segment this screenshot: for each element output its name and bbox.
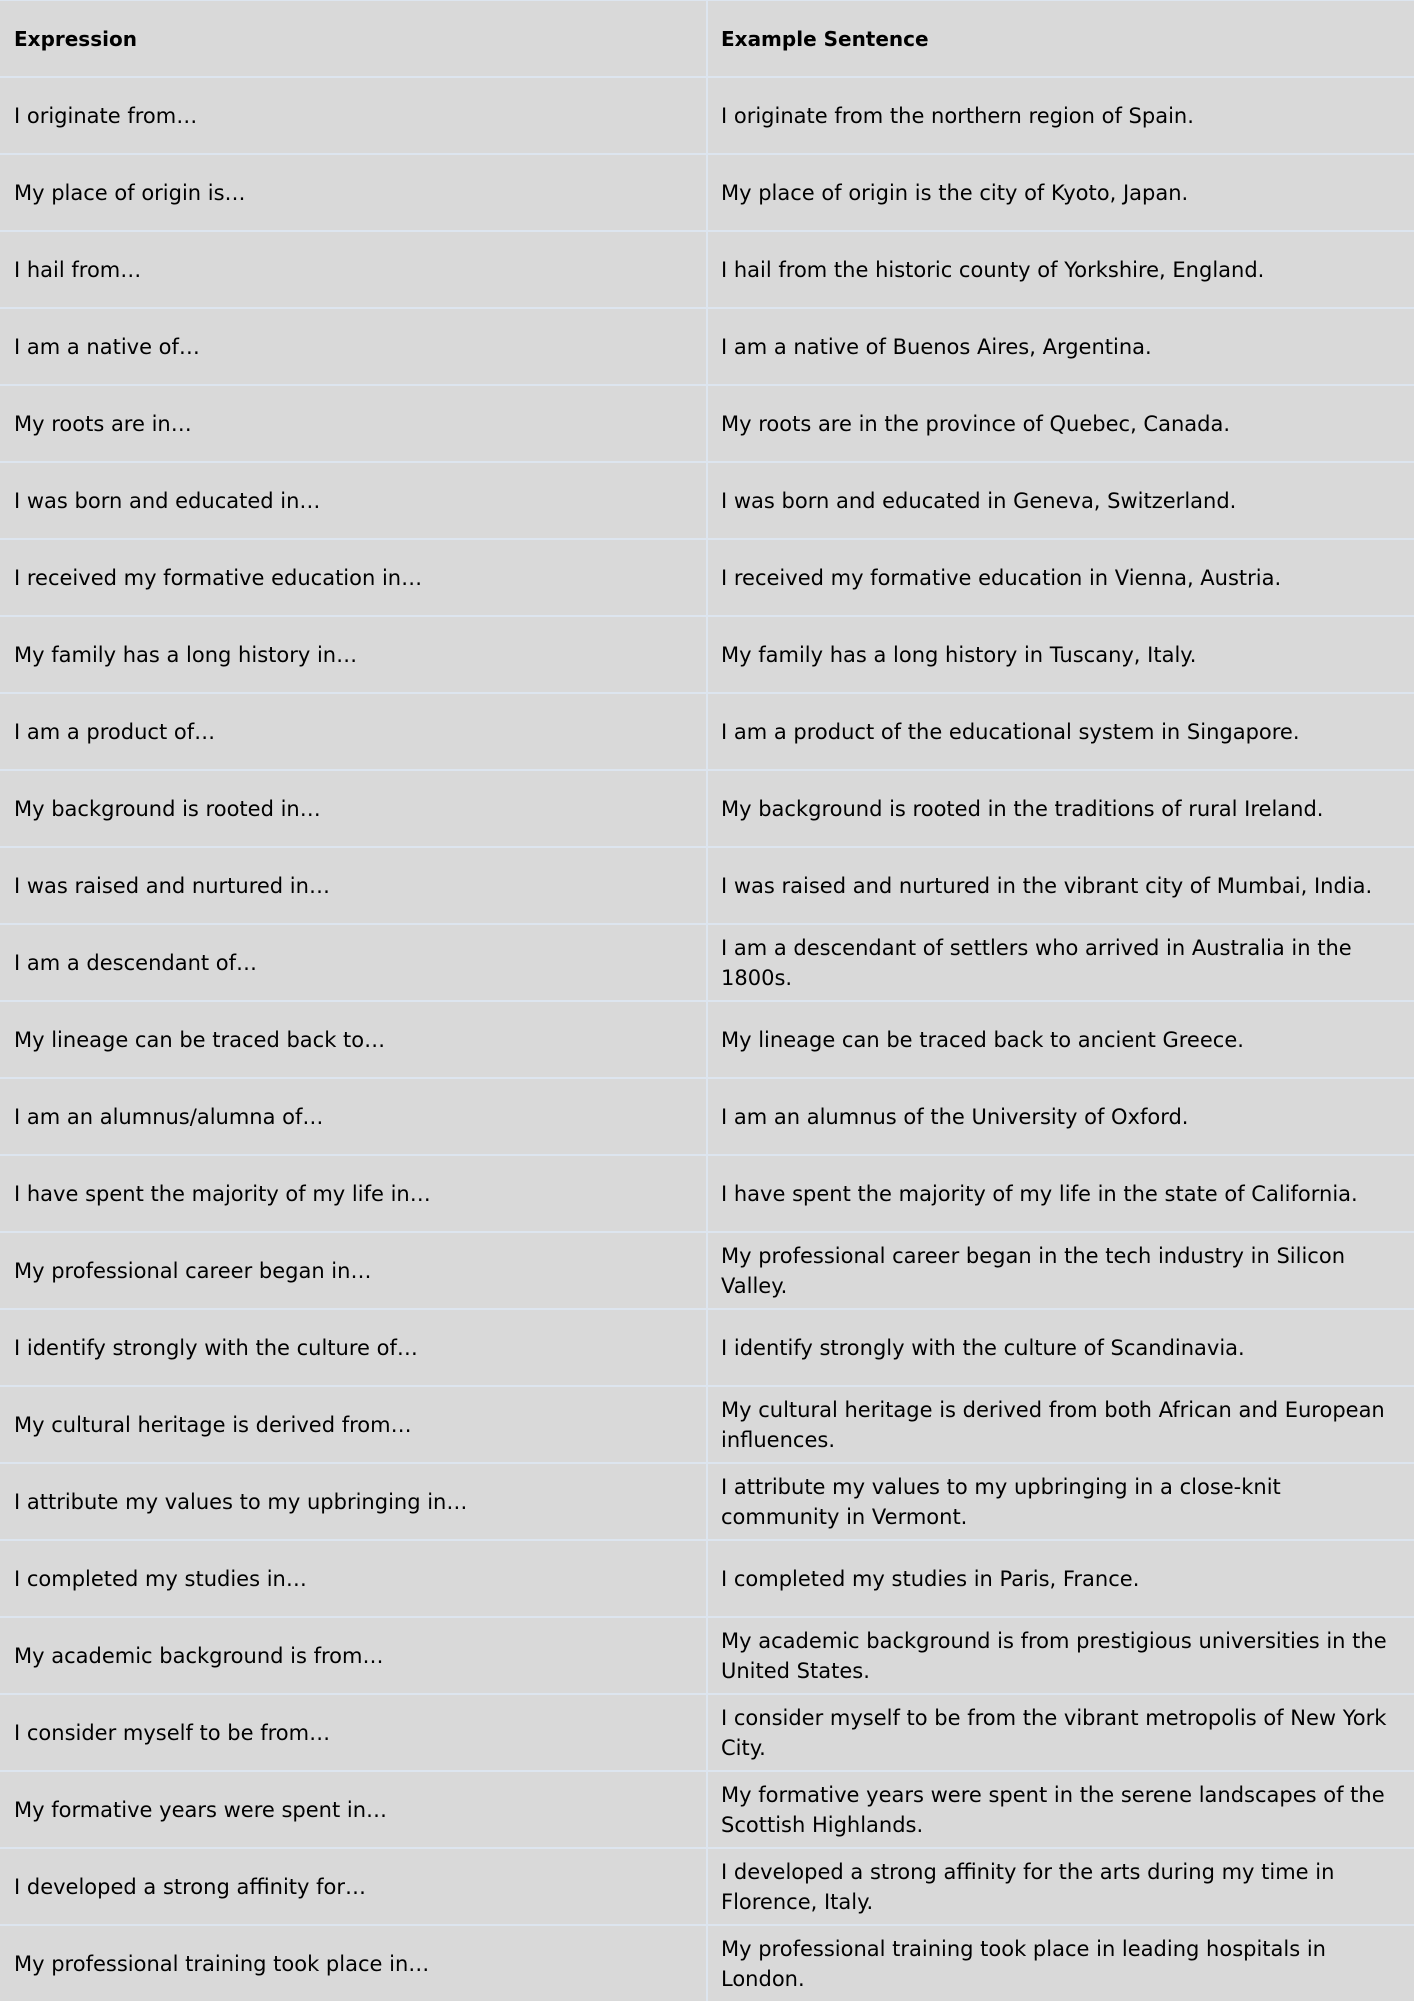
table-cell-example: I was born and educated in Geneva, Switzerland.	[708, 463, 1414, 538]
table-cell-example: I was raised and nurtured in the vibrant city of Mumbai, India.	[708, 848, 1414, 923]
table-cell-expression: I consider myself to be from…	[0, 1695, 706, 1770]
table-cell-example: I am a descendant of settlers who arrived in Australia in the 1800s.	[708, 925, 1414, 1000]
table-cell-expression: My formative years were spent in…	[0, 1772, 706, 1847]
table-cell-expression: My lineage can be traced back to…	[0, 1002, 706, 1077]
table-cell-expression: I hail from…	[0, 232, 706, 307]
table-cell-example: My background is rooted in the traditions of rural Ireland.	[708, 771, 1414, 846]
table-cell-expression: I completed my studies in…	[0, 1541, 706, 1616]
table-cell-expression: My academic background is from…	[0, 1618, 706, 1693]
table-cell-expression: I am a product of…	[0, 694, 706, 769]
table-cell-example: I am a native of Buenos Aires, Argentina.	[708, 309, 1414, 384]
table-cell-expression: I was raised and nurtured in…	[0, 848, 706, 923]
table-cell-example: I am a product of the educational system in Singapore.	[708, 694, 1414, 769]
table-cell-example: I attribute my values to my upbringing in a close-knit community in Vermont.	[708, 1464, 1414, 1539]
table-cell-expression: My cultural heritage is derived from…	[0, 1387, 706, 1462]
table-cell-example: I consider myself to be from the vibrant metropolis of New York City.	[708, 1695, 1414, 1770]
header-expression: Expression	[0, 1, 706, 76]
table-cell-expression: I originate from…	[0, 78, 706, 153]
table-cell-expression: I have spent the majority of my life in…	[0, 1156, 706, 1231]
table-cell-expression: I was born and educated in…	[0, 463, 706, 538]
table-cell-expression: My background is rooted in…	[0, 771, 706, 846]
table-cell-example: My professional training took place in leading hospitals in London.	[708, 1926, 1414, 2001]
table-cell-expression: I received my formative education in…	[0, 540, 706, 615]
table-cell-expression: I am an alumnus/alumna of…	[0, 1079, 706, 1154]
table-cell-example: My lineage can be traced back to ancient Greece.	[708, 1002, 1414, 1077]
header-example-sentence: Example Sentence	[708, 1, 1414, 76]
table-cell-expression: My place of origin is…	[0, 155, 706, 230]
table-cell-example: My cultural heritage is derived from both African and European influences.	[708, 1387, 1414, 1462]
table-cell-example: I am an alumnus of the University of Oxford.	[708, 1079, 1414, 1154]
table-cell-example: My roots are in the province of Quebec, Canada.	[708, 386, 1414, 461]
table-cell-example: My family has a long history in Tuscany, Italy.	[708, 617, 1414, 692]
table-cell-expression: My family has a long history in…	[0, 617, 706, 692]
table-cell-expression: I attribute my values to my upbringing in…	[0, 1464, 706, 1539]
table-cell-expression: I developed a strong affinity for…	[0, 1849, 706, 1924]
table-cell-example: My professional career began in the tech industry in Silicon Valley.	[708, 1233, 1414, 1308]
table-cell-expression: My professional career began in…	[0, 1233, 706, 1308]
table-cell-example: I identify strongly with the culture of Scandinavia.	[708, 1310, 1414, 1385]
table-cell-example: I completed my studies in Paris, France.	[708, 1541, 1414, 1616]
table-cell-example: I originate from the northern region of Spain.	[708, 78, 1414, 153]
table-cell-expression: I identify strongly with the culture of…	[0, 1310, 706, 1385]
table-cell-example: I received my formative education in Vienna, Austria.	[708, 540, 1414, 615]
table-cell-example: I developed a strong affinity for the arts during my time in Florence, Italy.	[708, 1849, 1414, 1924]
table-cell-example: My formative years were spent in the serene landscapes of the Scottish Highlands.	[708, 1772, 1414, 1847]
table-cell-example: I have spent the majority of my life in the state of California.	[708, 1156, 1414, 1231]
table-cell-example: My place of origin is the city of Kyoto, Japan.	[708, 155, 1414, 230]
table-cell-example: My academic background is from prestigious universities in the United States.	[708, 1618, 1414, 1693]
table-cell-expression: I am a descendant of…	[0, 925, 706, 1000]
table-cell-expression: My professional training took place in…	[0, 1926, 706, 2001]
table-cell-expression: My roots are in…	[0, 386, 706, 461]
table-cell-example: I hail from the historic county of Yorkshire, England.	[708, 232, 1414, 307]
table-cell-expression: I am a native of…	[0, 309, 706, 384]
